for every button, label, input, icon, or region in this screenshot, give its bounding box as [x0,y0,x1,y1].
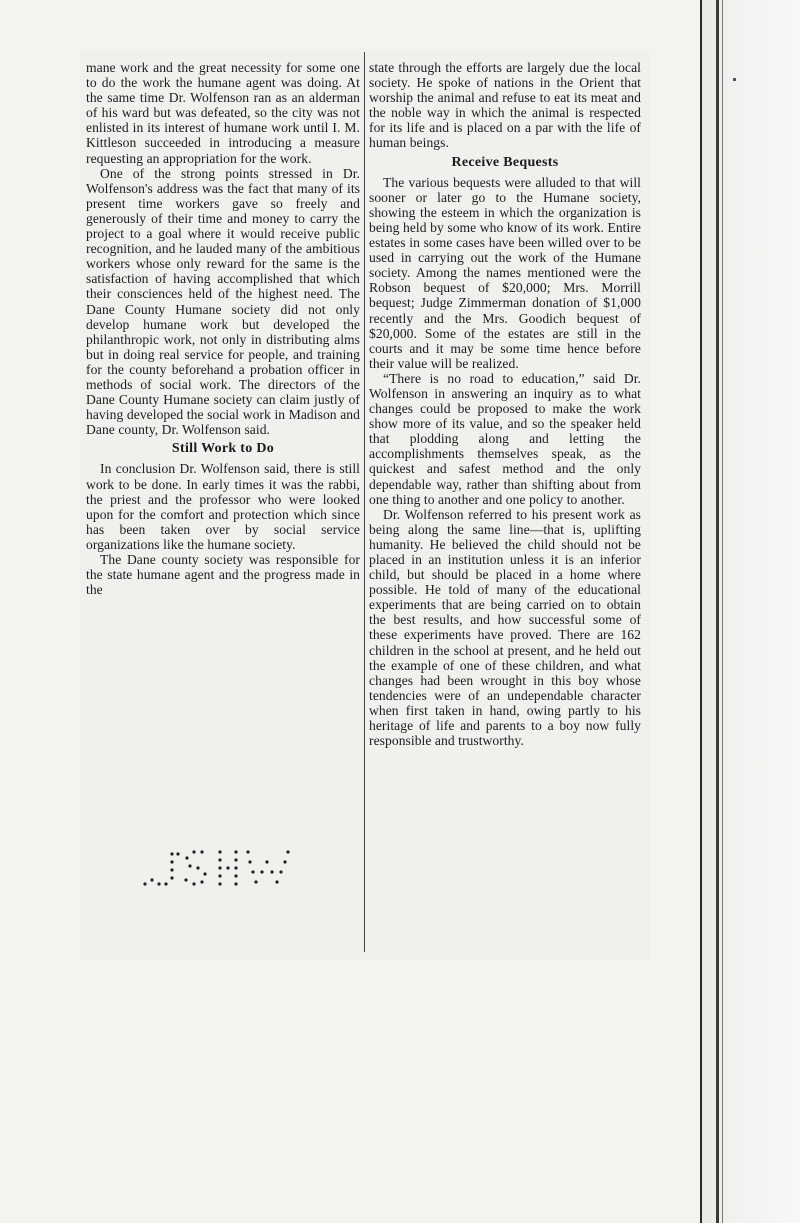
section-heading: Still Work to Do [171,441,275,457]
page-fold-line [716,0,719,1223]
adjacent-page-edge [700,0,800,1223]
scan-speck [733,78,736,81]
page-fold-line [700,0,702,1223]
perforated-stamp [142,848,292,888]
paragraph: mane work and the great necessity for some one to do the work the humane agent was doing. At the same time Dr. Wolfenson ran as an alderman of his ward but was defeated, so the city was not enlisted in its interest of humane work until I. M. Kittleson succeeded in introducing a measure requesting an appropriation for the work. [86,60,360,166]
paragraph: state through the efforts are largely due the local society. He spoke of nations in the Orient that worship the animal and refuse to eat its meat and the noble way in which the animal is respected for its life and is placed on a par with the life of human beings. [369,60,641,151]
paragraph: “There is no road to education,” said Dr. Wolfenson in answering an inquiry as to what changes could be proposed to make the work show more of its value, and so the speaker held that plodding along and letting the accomplishments themselves speak, as the quickest and safest method and the only dependable way, rather than shifting about from one thing to another and one policy to another. [369,370,641,507]
paragraph: The various bequests were alluded to that will sooner or later go to the Humane society, showing the esteem in which the organization is being held by some who know of its work. Entire estates in some cases have been willed over to be used in carrying out the work of the Humane society. Among the names mentioned were the Robson bequest of $20,000; Mrs. Morrill bequest; Judge Zimmerman donation of $1,000 recently and the Mrs. Goodich bequest of $20,000. Some of the estates are still in the courts and it may be some time hence before their value will be realized. [369,174,641,371]
paragraph: Dr. Wolfenson referred to his present work as being along the same line—that is, uplifting humanity. He believed the child should not be placed in an institution unless it is an inferior child, but should be placed in a home where possible. He told of many of the educational experiments that are being carried on to obtain the best results, and how successful some of these experiments have proved. There are 162 children in the school at present, and he held out the example of one of these children, and what changes had been wrought in this boy whose tendencies were of an undependable character when first taken in hand, owing partly to his heritage of life and parents to a boy now fully responsible and trustworthy. [369,506,641,749]
left-column [86,60,360,597]
paragraph: One of the strong points stressed in Dr. Wolfenson's address was the fact that many of its present time workers gave so freely and generously of their time and money to carry the project to a goal where it would receive public recognition, and he lauded many of the ambitious workers whose only reward for the same is the satisfaction of having accomplished that which their consciences held of the highest need. The Dane County Humane society did not only develop humane work but developed the philanthropic work, not only in distributing alms but in doing real service for people, and training for the county beforehand a probation officer in methods of social work. The directors of the Dane County Humane society can claim justly of having developed the social work in Madison and Dane county, Dr. Wolfenson said. [86,165,360,438]
perforated-stamp-graphic [142,848,292,888]
paragraph: In conclusion Dr. Wolfenson said, there is still work to be done. In early times it was the rabbi, the priest and the professor who were looked upon for the comfort and protection which since has been taken over by social service organizations like the humane society. [86,461,360,552]
column-divider [364,52,365,952]
section-heading: Receive Bequests [451,154,559,170]
right-column [369,60,641,748]
paragraph: The Dane county society was responsible for the state humane agent and the progress made in the [86,552,360,598]
page-fold-line [722,0,723,1223]
